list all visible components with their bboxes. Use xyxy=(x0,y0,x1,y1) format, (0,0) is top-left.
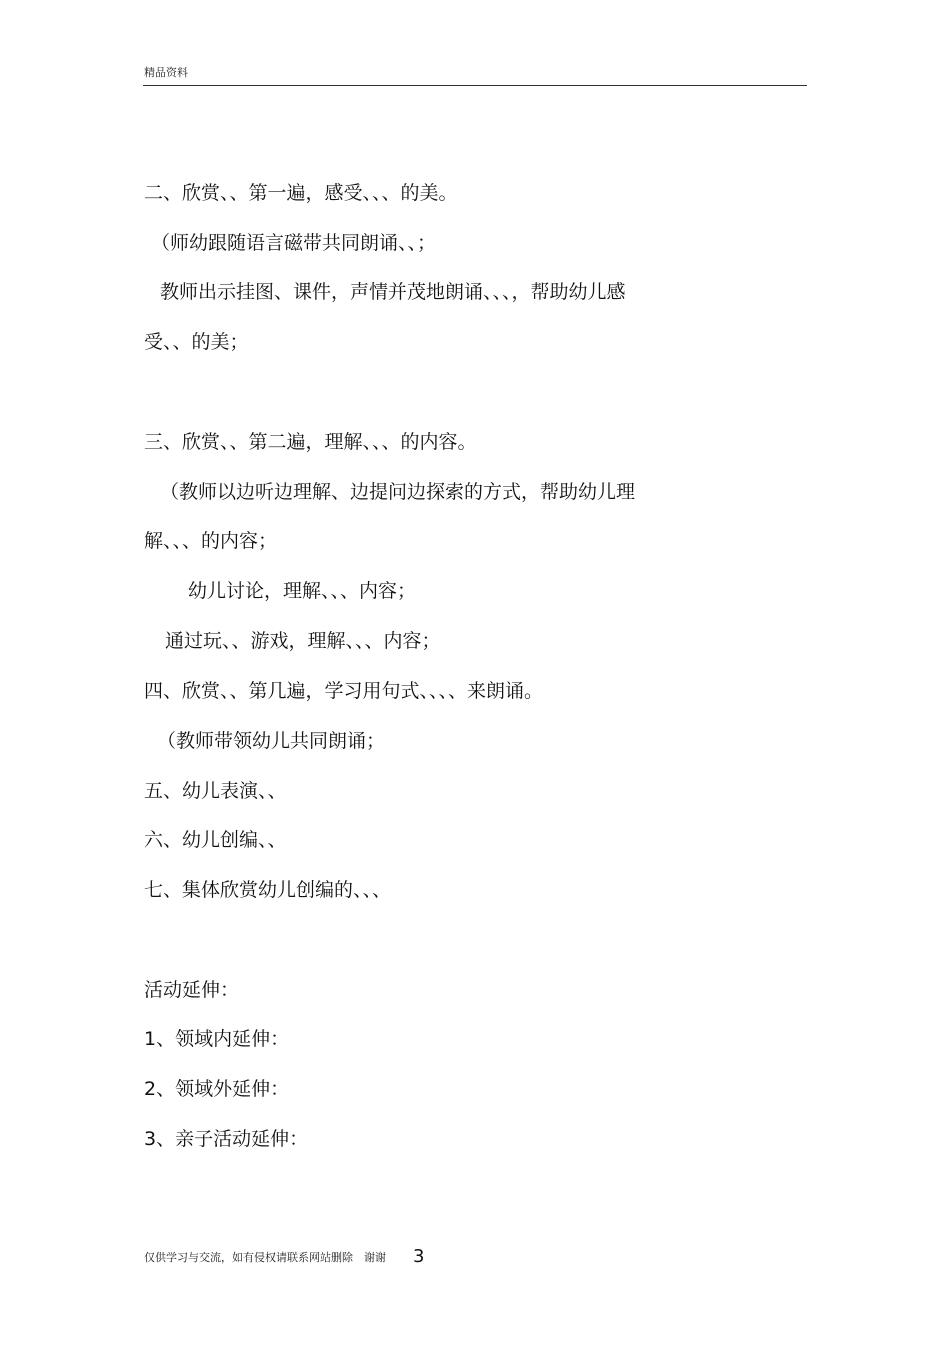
section-4-heading: 四、欣赏、、第几遍，学习用句式、、、、来朗诵。 xyxy=(144,680,544,702)
section-5-heading: 五、幼儿表演、、 xyxy=(144,780,287,802)
header-divider xyxy=(143,85,807,86)
section-6-heading: 六、幼儿创编、、 xyxy=(144,829,287,851)
extension-item-1: 1、领域内延伸： xyxy=(144,1028,290,1050)
page-footer-notice: 仅供学习与交流，如有侵权请联系网站删除 谢谢 xyxy=(144,1251,386,1264)
section-2-step-2-line-1: 教师出示挂图、课件，声情并茂地朗诵、、、，帮助幼儿感 xyxy=(160,281,626,303)
section-2-step-1: （师幼跟随语言磁带共同朗诵、、； xyxy=(151,232,437,254)
section-3-step-1-line-1: （教师以边听边理解、边提问边探索的方式，帮助幼儿理 xyxy=(160,481,636,503)
extension-item-3: 3、亲子活动延伸： xyxy=(144,1128,309,1150)
page-number: 3 xyxy=(413,1246,425,1267)
page-header-label: 精品资料 xyxy=(144,66,188,79)
section-4-step-1: （教师带领幼儿共同朗诵； xyxy=(157,730,386,752)
section-7-heading: 七、集体欣赏幼儿创编的、、、 xyxy=(144,879,392,901)
section-3-step-2: 幼儿讨论，理解、、、内容； xyxy=(188,580,417,602)
section-3-step-1-line-2: 解、、、的内容； xyxy=(144,530,278,552)
section-3-heading: 三、欣赏、、第二遍，理解、、、的内容。 xyxy=(144,431,477,453)
section-2-step-2-line-2: 受、、的美； xyxy=(144,331,249,353)
activity-extension-heading: 活动延伸： xyxy=(144,979,240,1001)
extension-item-2: 2、领域外延伸： xyxy=(144,1078,290,1100)
section-2-heading: 二、欣赏、、第一遍，感受、、、的美。 xyxy=(144,182,458,204)
section-3-step-3: 通过玩、、游戏，理解、、、内容； xyxy=(165,630,441,652)
